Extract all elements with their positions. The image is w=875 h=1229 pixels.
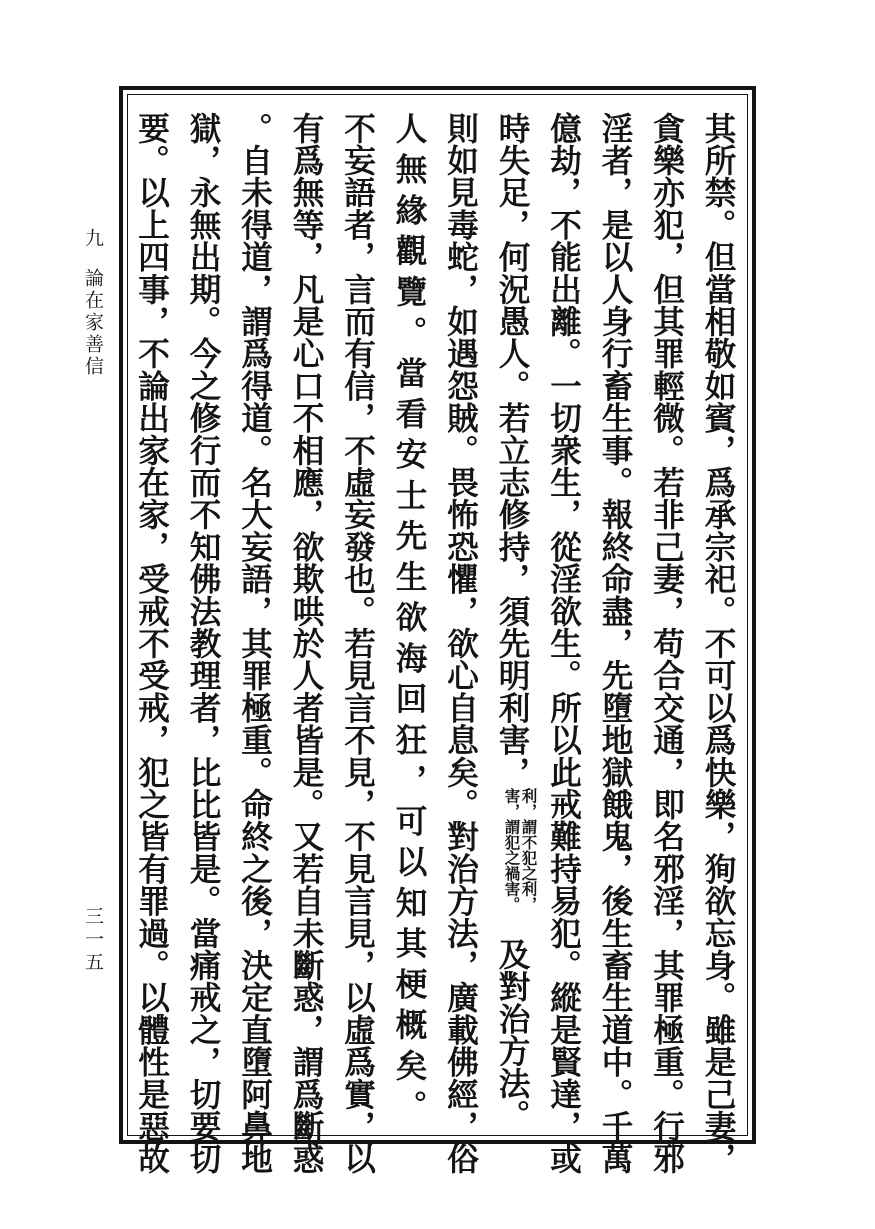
page-number: 三一五	[82, 906, 104, 975]
chapter-number: 九	[82, 228, 104, 250]
text-column-1: 其所禁。但當相敬如賓，爲承宗祀。不可以爲快樂，狥欲忘身。雖是己妻，	[700, 112, 737, 1175]
text-column-9: 有爲無等，凡是心口不相應，欲欺哄於人者皆是。又若自未斷惑，謂爲斷惑	[288, 112, 325, 1175]
text-column-12: 要。以上四事，不論出家在家，受戒不受戒，犯之皆有罪過。以體性是惡故	[133, 112, 171, 1175]
margin-chapter-heading	[80, 228, 107, 378]
chapter-title: 論在家善信	[82, 268, 104, 378]
text-column-8: 不妄語者，言而有信，不虛妄發也。若見言不見，不見言見，以虛爲實，以	[339, 112, 377, 1175]
text-column-5: 時失足，何況愚人。若立志修持，須先明利害，	[494, 112, 531, 789]
interlinear-note	[504, 788, 538, 938]
text-column-6: 則如見毒蛇，如遇怨賊。畏怖恐懼，欲心自息矣。對治方法，廣載佛經，俗	[442, 112, 480, 1175]
text-column-5-end: 及對治方法。	[494, 938, 531, 1132]
text-column-11: 獄，永無出期。今之修行而不知佛法教理者，比比皆是。當痛戒之，切要切	[185, 112, 222, 1175]
body-text	[133, 112, 744, 1175]
text-column-10: 。自未得道，謂爲得道。名大妄語，其罪極重。命終之後，決定直墮阿鼻地	[236, 112, 274, 1175]
note-line-right: 利，謂不犯之利，	[519, 788, 539, 913]
text-column-3: 淫者，是以人身行畜生事。報終命盡，先墮地獄餓鬼，後生畜生道中。千萬	[597, 112, 634, 1175]
note-line-left: 害，謂犯之禍害。	[502, 788, 522, 913]
text-column-7: 人無緣觀覽。當看安士先生欲海回狂，可以知其梗概矣。	[391, 112, 428, 1122]
text-column-2: 貪樂亦犯，但其罪輕微。若非己妻，苟合交通，即名邪淫，其罪極重。行邪	[648, 112, 686, 1175]
text-column-4: 億劫，不能出離。一切衆生，從淫欲生。所以此戒難持易犯。縱是賢達，或	[545, 112, 583, 1175]
